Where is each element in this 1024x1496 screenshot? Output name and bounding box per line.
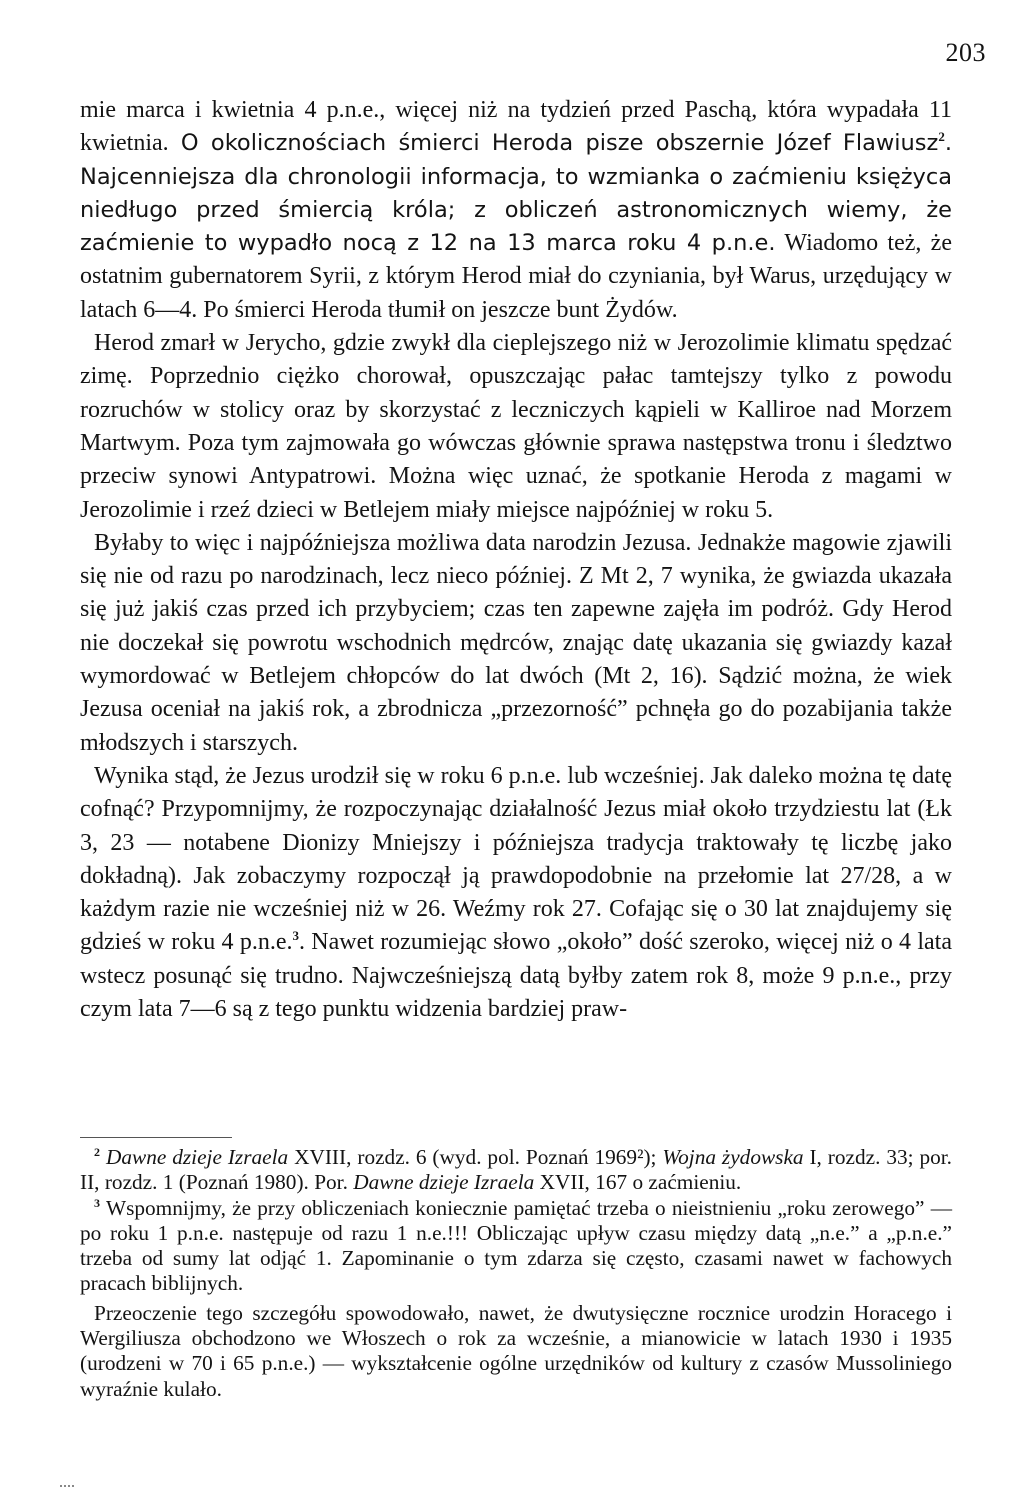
footnote-2-text-2: I, rozdz. 33; por. II, rozdz. 1 (Poznań 1980). Por. bbox=[80, 1145, 952, 1195]
p4-text-a: Wynika stąd, że Jezus urodził się w roku 6 p.n.e. lub wcześniej. Jak daleko można tę datę cofnąć? Przypomnijmy, że rozpoczynając działalność Jezus miał około trzydziestu lat (Łk 3, 23 — notabene Dionizy Mniejszy i późniejsza tradycja traktowały tę liczbę jako dokładną). Jak zobaczymy rozpoczął ją prawdopodobnie na przełomie lat 27/28, a w każdym razie nie wcześniej niż w 26. Weźmy rok 27. Cofając się o 30 lat znajdujemy się gdzieś w roku 4 p.n.e. bbox=[80, 762, 952, 956]
paragraph-3: Byłaby to więc i najpóźniejsza możliwa data narodzin Jezusa. Jednakże magowie zjawili się nie od razu po narodzinach, lecz nieco później. Z Mt 2, 7 wynika, że gwiazda ukazała się już jakiś czas przed ich przybyciem; czas ten zapewne zajęła im podróż. Gdy Herod nie doczekał się powrotu wschodnich mędrców, znając datę ukazania się gwiazdy kazał wymordować w Betlejem chłopców do lat dwóch (Mt 2, 16). Sądzić można, że wiek Jezusa oceniał na jakiś rok, a zbrodnicza „przezorność” pchnęła go do pozabijania także młodszych i starszych. bbox=[80, 529, 952, 756]
page-number: 203 bbox=[945, 38, 986, 67]
footnote-2-title-3: Dawne dzieje Izraela bbox=[353, 1170, 535, 1195]
footnote-2-marker: 2 bbox=[94, 1144, 100, 1159]
footnote-3 bbox=[80, 1196, 952, 1297]
p4-text-b: . Nawet rozumiejąc słowo „około” dość szeroko, więcej niż o 4 lata wstecz posunąć się trudno. Najwcześniejszą datą byłby zatem rok 8, może 9 p.n.e., przy czym lata 7—6 są z tego punktu widzenia bardziej praw- bbox=[80, 929, 952, 1023]
paragraph-4 bbox=[80, 760, 952, 1026]
p1-text-d: Wiadomo też, że ostatnim gubernatorem Syrii, z którym Herod miał do czyniania, był Warus, urzędujący w latach 6—4. bbox=[80, 230, 952, 323]
p2-text-b: Poprzednio ciężko chorował, opuszczając pałac tamtejszy tylko z powodu rozruchów w stolicy oraz by skorzystać z leczniczych kąpieli w Kalliroe nad Morzem Martwym. Poza tym zajmowała go wówczas głównie sprawa następstwa tronu i śledztwo przeciw synowi Antypatrowi. Można więc uznać, że spotkanie Heroda z magami w Jerozolimie i rzeź dzieci w Betlejem miały miejsce najpóźniej w roku 5. bbox=[80, 363, 952, 523]
footnote-2 bbox=[80, 1145, 952, 1196]
footnote-divider bbox=[80, 1137, 232, 1138]
p1-text-b: O okolicznościach śmierci Heroda pisze obszernie Józef Flawiusz bbox=[168, 130, 939, 157]
footnote-2-title-2: Wojna żydowska bbox=[662, 1145, 804, 1169]
paragraph-1 bbox=[80, 94, 952, 327]
p2-text-a: Herod zmarł w Jerycho, gdzie zwykł dla cieplejszego niż w Jerozolimie klimatu spędzać zimę. bbox=[80, 330, 952, 390]
footnote-ref-2: 2 bbox=[938, 129, 945, 145]
paragraph-2 bbox=[80, 327, 952, 527]
footnotes bbox=[80, 1145, 952, 1402]
main-text bbox=[80, 94, 952, 1026]
scan-artifact-mark bbox=[60, 1485, 74, 1491]
footnote-2-title-1: Dawne dzieje Izraela bbox=[106, 1145, 289, 1169]
p1-text-a: mie marca i kwietnia 4 p.n.e., więcej niż na tydzień przed Paschą, która wypadała 11 kwietnia. bbox=[80, 97, 952, 157]
p1-text-e: Po śmierci Heroda tłumił on jeszcze bunt Żydów. bbox=[197, 296, 678, 323]
footnote-3-continuation: Przeoczenie tego szczegółu spowodowało, nawet, że dwutysięczne rocznice urodzin Horacego i Wergiliusza obchodzono we Włoszech o rok za wcześnie, a mianowicie w latach 1930 i 1935 (urodzeni w 70 i 65 p.n.e.) — wykształcenie ogólne urzędników od kultury z czasów Mussoliniego wyraźnie kulało. bbox=[80, 1300, 952, 1401]
footnote-2-text-1: XVIII, rozdz. 6 (wyd. pol. Poznań 1969²); bbox=[288, 1145, 663, 1169]
footnote-2-text-3: XVII, 167 o zaćmieniu. bbox=[534, 1170, 742, 1195]
footnote-3-text: Wspomnijmy, że przy obliczeniach koniecznie pamiętać trzeba o nieistnieniu „roku zerowego” — po roku 1 p.n.e. następuje od razu 1 n.e.!!! Obliczając upływ czasu między datą „n.e.” a „p.n.e.” trzeba od sumy lat odjąć 1. Zapominanie o tym zdarza się często, czasami nawet w fachowych pracach biblijnych. bbox=[80, 1195, 952, 1296]
footnote-3-marker: 3 bbox=[94, 1195, 100, 1210]
footnote-ref-3: 3 bbox=[292, 928, 299, 944]
p1-text-c: . Najcenniejsza dla chronologii informacja, to wzmianka o zaćmieniu księżyca niedługo przed śmiercią króla; z obliczeń astronomicznych wiemy, że zaćmienie to wypadło nocą z 12 na 13 marca roku 4 p.n.e. bbox=[80, 130, 952, 257]
